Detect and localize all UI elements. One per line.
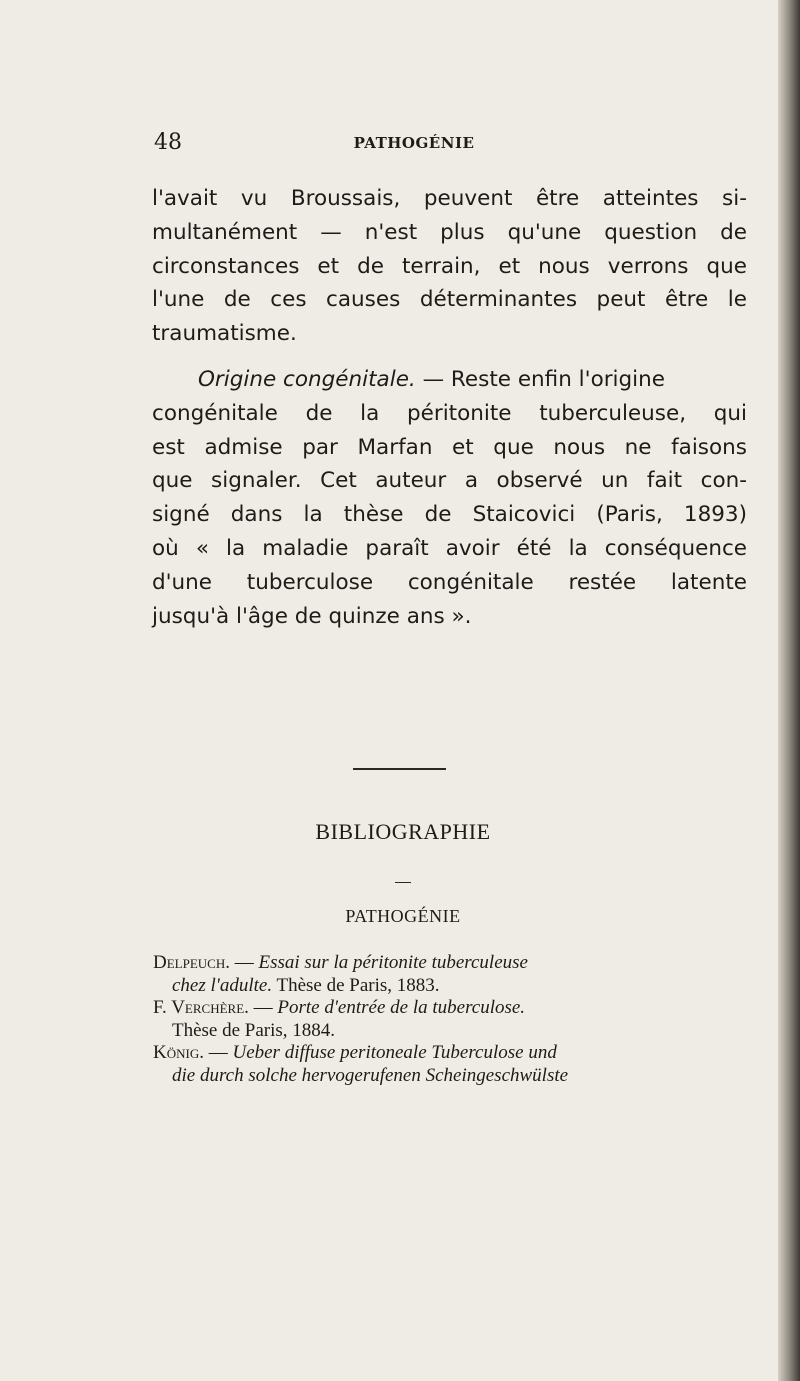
running-head: PATHOGÉNIE: [353, 134, 475, 152]
text-line: signé dans la thèse de Staicovici (Paris, 1893): [152, 502, 747, 528]
bibliography-list: [153, 952, 751, 1087]
text-line: circonstances et de terrain, et nous verrons que: [152, 253, 747, 279]
body-text: [152, 182, 747, 633]
text-line: l'une de ces causes déterminantes peut être le: [152, 287, 747, 313]
ref-separator: —: [248, 997, 278, 1018]
ref-author: F. Verchère.: [153, 997, 249, 1018]
ref-title: Ueber diffuse peritoneale Tuberculose und: [232, 1042, 557, 1063]
ref-title-cont: chez l'adulte.: [172, 974, 273, 996]
bibliography-section-title: PATHOGÉNIE: [345, 906, 461, 926]
text-line: que signaler. Cet auteur a observé un fait con-: [152, 468, 747, 494]
section-heading-origine: Origine congénitale.: [198, 366, 416, 392]
ref-title-cont: die durch solche hervogerufenen Scheingeschwülste: [172, 1064, 569, 1086]
bibliography-title: BIBLIOGRAPHIE: [315, 819, 491, 844]
ref-author: König.: [153, 1042, 204, 1063]
bibliography-entry: [153, 1042, 751, 1087]
text-line: congénitale de la péritonite tuberculeuse, qui: [152, 400, 747, 426]
text-line: traumatisme.: [152, 321, 297, 347]
ref-details: Thèse de Paris, 1884.: [172, 1019, 336, 1041]
bibliography-entry: [153, 952, 751, 997]
page-number: 48: [154, 130, 182, 155]
ref-separator: —: [203, 1042, 233, 1063]
ref-author: Delpeuch.: [153, 952, 230, 973]
text-line: multanément — n'est plus qu'une question de: [152, 219, 747, 245]
page-header: [154, 130, 674, 160]
text-line: où « la maladie paraît avoir été la conséquence: [152, 535, 747, 561]
bibliography-dash: [395, 882, 411, 883]
ref-title: Porte d'entrée de la tuberculose.: [277, 997, 526, 1018]
text-line: jusqu'à l'âge de quinze ans ».: [152, 603, 472, 629]
paragraph-heading-line: [152, 363, 747, 397]
text-line: l'avait vu Broussais, peuvent être atteintes si-: [152, 186, 747, 211]
text-fragment: — Reste enfin l'origine: [415, 366, 666, 392]
text-line: d'une tuberculose congénitale restée latente: [152, 569, 747, 595]
ref-separator: —: [229, 952, 259, 973]
section-divider-rule: [353, 768, 446, 770]
ref-details: Thèse de Paris, 1883.: [272, 974, 440, 996]
text-line: est admise par Marfan et que nous ne faisons: [152, 434, 747, 460]
ref-title: Essai sur la péritonite tuberculeuse: [258, 952, 528, 973]
bibliography-entry: [153, 997, 751, 1042]
page-edge-shadow: [778, 0, 800, 1381]
